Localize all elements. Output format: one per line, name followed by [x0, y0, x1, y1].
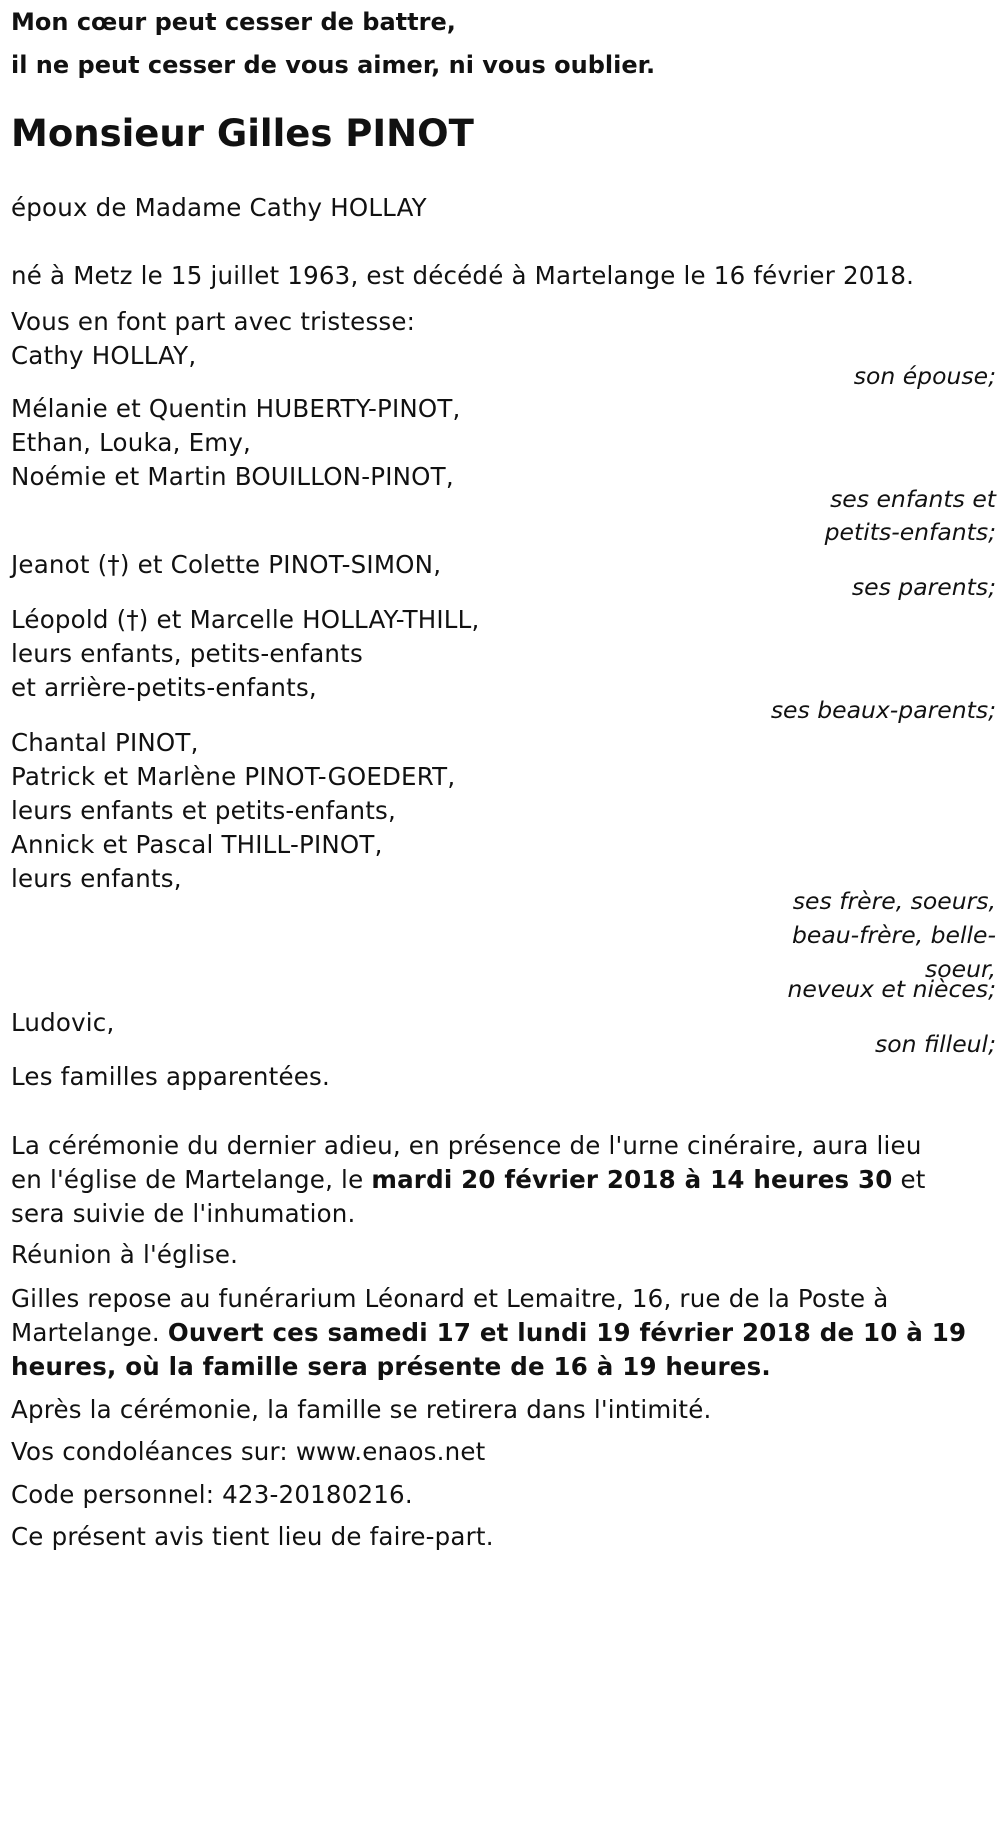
relation-label: ses frère, soeurs, — [792, 887, 996, 915]
condolences-line: Vos condoléances sur: www.enaos.net — [11, 1437, 486, 1466]
ceremony-line-2: en l'église de Martelange, le mardi 20 février 2018 à 14 heures 30 et — [11, 1165, 926, 1194]
funerarium-line-1: Gilles repose au funérarium Léonard et Lemaitre, 16, rue de la Poste à — [11, 1284, 889, 1313]
family-name: Ethan, Louka, Emy, — [11, 428, 252, 457]
related-families: Les familles apparentées. — [11, 1062, 330, 1091]
family-name: leurs enfants et petits-enfants, — [11, 796, 397, 825]
family-name: Chantal PINOT, — [11, 728, 199, 757]
visiting-hours: Ouvert ces samedi 17 et lundi 19 février 2018 de 10 à 19 — [167, 1318, 967, 1347]
spouse-line: époux de Madame Cathy HOLLAY — [11, 193, 427, 222]
relation-label: soeur, — [925, 955, 996, 983]
funerarium-line-3: heures, où la famille sera présente de 16 à 19 heures. — [11, 1352, 771, 1381]
family-name: leurs enfants, — [11, 864, 182, 893]
ceremony-date: mardi 20 février 2018 à 14 heures 30 — [371, 1165, 893, 1194]
birth-death-line: né à Metz le 15 juillet 1963, est décédé à Martelange le 16 février 2018. — [11, 261, 915, 290]
family-name: Léopold (†) et Marcelle HOLLAY-THILL, — [11, 605, 480, 634]
intimacy-line: Après la cérémonie, la famille se retirera dans l'intimité. — [11, 1395, 712, 1424]
relation-label: neveux et nièces; — [787, 975, 996, 1003]
meeting-line: Réunion à l'église. — [11, 1240, 239, 1269]
relation-label: ses parents; — [851, 573, 996, 601]
family-name: Ludovic, — [11, 1008, 115, 1037]
funerarium-line-2: Martelange. Ouvert ces samedi 17 et lundi 19 février 2018 de 10 à 19 — [11, 1318, 967, 1347]
family-name: Cathy HOLLAY, — [11, 341, 197, 370]
ceremony-line-3: sera suivie de l'inhumation. — [11, 1199, 356, 1228]
quote-line-2: il ne peut cesser de vous aimer, ni vous oublier. — [11, 51, 656, 79]
family-name: Mélanie et Quentin HUBERTY-PINOT, — [11, 394, 461, 423]
ceremony-line-1: La cérémonie du dernier adieu, en présence de l'urne cinéraire, aura lieu — [11, 1131, 922, 1160]
deceased-name: Monsieur Gilles PINOT — [11, 112, 474, 155]
relation-label: beau-frère, belle- — [792, 921, 996, 949]
relation-label: ses enfants et — [830, 485, 996, 513]
family-name: Jeanot (†) et Colette PINOT-SIMON, — [11, 550, 442, 579]
relation-label: son filleul; — [874, 1030, 996, 1058]
family-name: Annick et Pascal THILL-PINOT, — [11, 830, 383, 859]
notice-line: Ce présent avis tient lieu de faire-part. — [11, 1522, 494, 1551]
announce-line: Vous en font part avec tristesse: — [11, 307, 416, 336]
quote-line-1: Mon cœur peut cesser de battre, — [11, 8, 456, 36]
relation-label: son épouse; — [853, 362, 996, 390]
personal-code-line: Code personnel: 423-20180216. — [11, 1480, 413, 1509]
family-name: et arrière-petits-enfants, — [11, 673, 317, 702]
relation-label: petits-enfants; — [824, 518, 996, 546]
family-name: leurs enfants, petits-enfants — [11, 639, 363, 668]
family-name: Patrick et Marlène PINOT-GOEDERT, — [11, 762, 456, 791]
family-name: Noémie et Martin BOUILLON-PINOT, — [11, 462, 454, 491]
relation-label: ses beaux-parents; — [770, 696, 996, 724]
